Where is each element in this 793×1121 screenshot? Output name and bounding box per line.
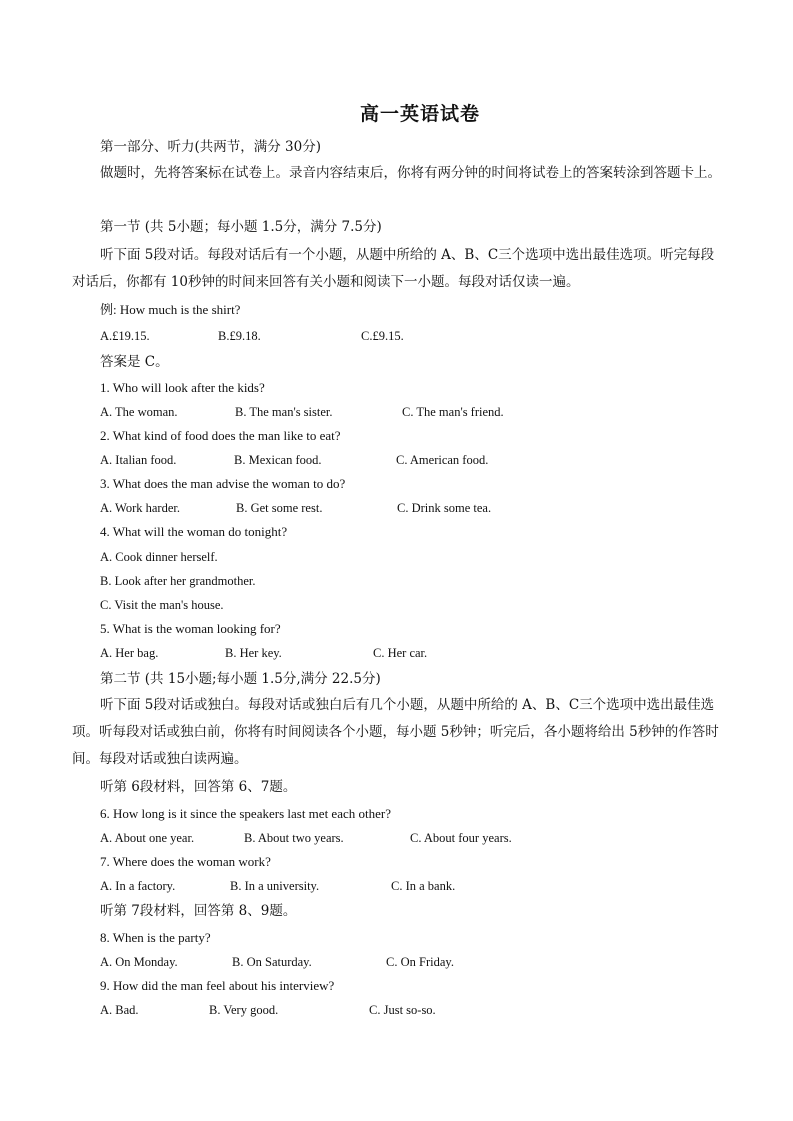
- q4-option-a: A. Cook dinner herself.: [100, 550, 218, 564]
- question-4: 4. What will the woman do tonight?: [100, 524, 288, 539]
- q5-option-b: B. Her key.: [225, 646, 282, 660]
- q8-option-b: B. On Saturday.: [232, 955, 312, 969]
- q3-option-b: B. Get some rest.: [236, 501, 323, 515]
- q4-option-c: C. Visit the man's house.: [100, 598, 224, 612]
- q6-option-b: B. About two years.: [244, 831, 344, 845]
- q7-option-c: C. In a bank.: [391, 879, 456, 893]
- section2-header: 第二节 (共 15小题;每小题 1.5分,满分 22.5分): [100, 671, 381, 687]
- question-5: 5. What is the woman looking for?: [100, 621, 281, 636]
- q5-option-c: C. Her car.: [373, 646, 428, 660]
- q2-option-b: B. Mexican food.: [234, 453, 322, 467]
- section1-header: 第一节 (共 5小题；每小题 1.5分，满分 7.5分): [100, 219, 382, 235]
- section1-intro: 听下面 5段对话。每段对话后有一个小题，从题中所给的 A、B、C三个选项中选出最佳选项。听完每段对话后，你都有 10秒钟的时间来回答有关小题和阅读下一小题。每段对话仅读一遍。: [72, 247, 715, 290]
- material-6-heading: 听第 6段材料，回答第 6、7题。: [100, 779, 297, 795]
- q7-option-b: B. In a university.: [230, 879, 320, 893]
- q2-option-a: A. Italian food.: [100, 453, 177, 467]
- q9-option-a: A. Bad.: [100, 1003, 139, 1017]
- q1-option-a: A. The woman.: [100, 405, 178, 419]
- example-option-b: B.£9.18.: [218, 329, 261, 343]
- q9-option-c: C. Just so-so.: [369, 1003, 436, 1017]
- question-9: 9. How did the man feel about his interview?: [100, 978, 335, 993]
- q8-option-c: C. On Friday.: [386, 955, 454, 969]
- q8-option-a: A. On Monday.: [100, 955, 178, 969]
- q7-option-a: A. In a factory.: [100, 879, 176, 893]
- part1-header: 第一部分、听力(共两节，满分 30分): [100, 139, 322, 155]
- question-1: 1. Who will look after the kids?: [100, 380, 265, 395]
- question-8: 8. When is the party?: [100, 930, 211, 945]
- example-option-a: A.£19.15.: [100, 329, 150, 343]
- q9-option-b: B. Very good.: [209, 1003, 279, 1017]
- q3-option-c: C. Drink some tea.: [397, 501, 492, 515]
- question-7: 7. Where does the woman work?: [100, 854, 271, 869]
- question-3: 3. What does the man advise the woman to do?: [100, 476, 346, 491]
- question-2: 2. What kind of food does the man like to eat?: [100, 428, 341, 443]
- q6-option-c: C. About four years.: [410, 831, 512, 845]
- example-option-c: C.£9.15.: [361, 329, 404, 343]
- q2-option-c: C. American food.: [396, 453, 489, 467]
- part1-intro: 做题时，先将答案标在试卷上。录音内容结束后，你将有两分钟的时间将试卷上的答案转涂到答题卡上。: [100, 165, 721, 181]
- question-6: 6. How long is it since the speakers last met each other?: [100, 806, 391, 821]
- section2-intro: 听下面 5段对话或独白。每段对话或独白后有几个小题，从题中所给的 A、B、C三个选项中选出最佳选项。听每段对话或独白前，你将有时间阅读各个小题，每小题 5秒钟；听完后，各小题将给出 5秒钟的作答时间。每段对话或独白读两遍。: [72, 697, 719, 767]
- page-title: 高一英语试卷: [359, 103, 480, 125]
- q5-option-a: A. Her bag.: [100, 646, 159, 660]
- material-7-heading: 听第 7段材料，回答第 8、9题。: [100, 903, 297, 919]
- q1-option-c: C. The man's friend.: [402, 405, 504, 419]
- q4-option-b: B. Look after her grandmother.: [100, 574, 256, 588]
- q1-option-b: B. The man's sister.: [235, 405, 333, 419]
- q3-option-a: A. Work harder.: [100, 501, 180, 515]
- example-answer: 答案是 C。: [100, 354, 169, 370]
- q6-option-a: A. About one year.: [100, 831, 195, 845]
- example-question: 例: How much is the shirt?: [100, 302, 241, 317]
